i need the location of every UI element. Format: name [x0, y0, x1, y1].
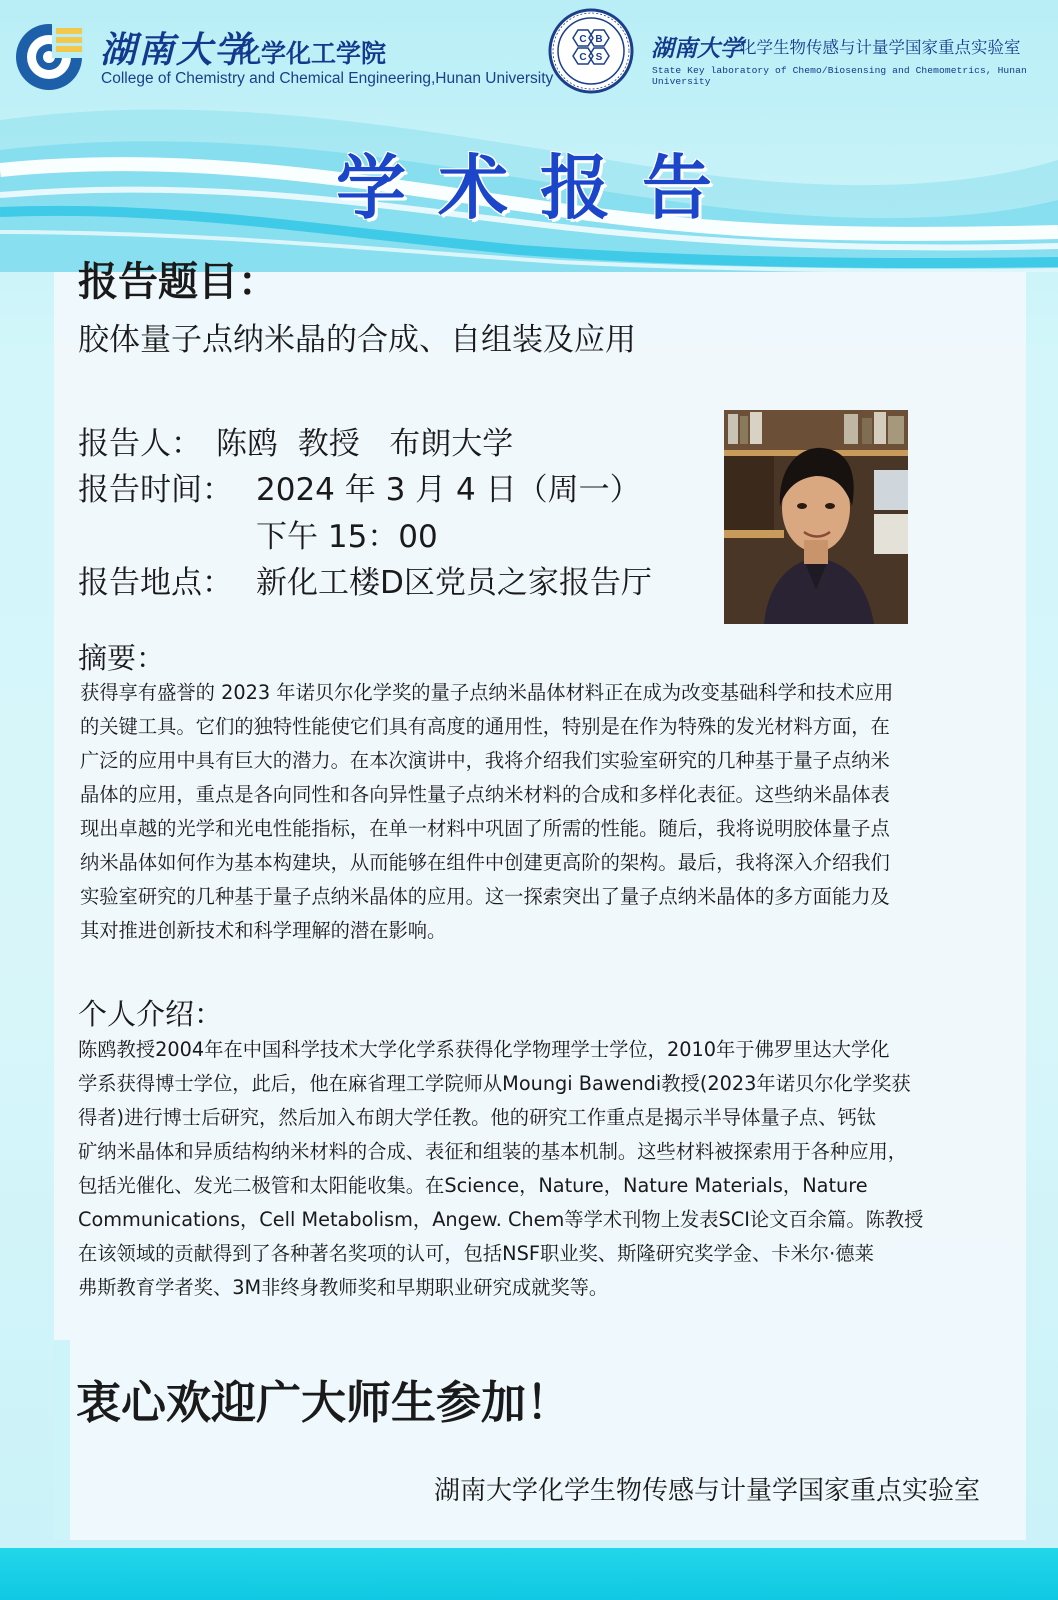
seal-letter-b: B — [595, 34, 603, 45]
bio-heading: 个人介绍： — [78, 997, 224, 1031]
abstract-body — [80, 676, 992, 948]
bio-line: 矿纳米晶体和异质结构纳米材料的合成、表征和组装的基本机制。这些材料被探索用于各种应用， — [78, 1140, 908, 1163]
college-name-cn: 化学化工学院 — [236, 40, 387, 68]
time-label: 报告时间： — [78, 472, 233, 508]
bio-body — [78, 1033, 990, 1305]
welcome-message: 衷心欢迎广大师生参加！ — [76, 1376, 572, 1429]
lab-name-en: State Key laboratory of Chemo/Biosensing and Chemometrics, Hunan University — [652, 65, 1027, 87]
abstract-line: 现出卓越的光学和光电性能指标，在单一材料中巩固了所需的性能。随后，我将说明胶体量子点 — [80, 817, 890, 840]
speaker-value: 陈鸥 教授 布朗大学 — [216, 426, 514, 462]
time-date: 2024 年 3 月 4 日（周一） — [256, 472, 641, 508]
bio-line: 包括光催化、发光二极管和太阳能收集。在Science，Nature，Nature Materials，Nature — [78, 1174, 868, 1197]
speaker-photo — [724, 410, 908, 624]
abstract-heading: 摘要： — [78, 641, 166, 675]
abstract-line: 晶体的应用，重点是各向同性和各向异性量子点纳米材料的合成和多样化表征。这些纳米晶体表 — [80, 783, 890, 806]
place-label: 报告地点： — [78, 565, 233, 601]
bio-line: Communications，Cell Metabolism，Angew. Chem等学术刊物上发表SCI论文百余篇。陈教授 — [78, 1208, 924, 1231]
abstract-line: 其对推进创新技术和科学理解的潜在影响。 — [80, 919, 447, 942]
abstract-line: 实验室研究的几种基于量子点纳米晶体的应用。这一探索突出了量子点纳米晶体的多方面能力及 — [80, 885, 890, 908]
place-value: 新化工楼D区党员之家报告厅 — [256, 565, 652, 601]
panel-edge — [54, 1340, 70, 1540]
time-hour: 下午 15：00 — [256, 519, 438, 555]
college-logo-icon — [14, 22, 84, 92]
seal-letter-s: S — [595, 52, 603, 63]
bio-line: 在该领域的贡献得到了各种著名奖项的认可，包括NSF职业奖、斯隆研究奖学金、卡米尔·德莱 — [78, 1242, 874, 1265]
report-topic: 胶体量子点纳米晶的合成、自组装及应用 — [78, 322, 636, 358]
bottom-band — [0, 1548, 1058, 1600]
speaker-label: 报告人： — [78, 426, 202, 462]
abstract-line: 纳米晶体如何作为基本构建块，从而能够在组件中创建更高阶的架构。最后，我将深入介绍我们 — [80, 851, 890, 874]
abstract-line: 获得享有盛誉的 2023 年诺贝尔化学奖的量子点纳米晶体材料正在成为改变基础科学和技术应用 — [80, 681, 894, 704]
seal-letter-c1: C — [579, 34, 587, 45]
bio-line: 弗斯教育学者奖、3M非终身教师奖和早期职业研究成就奖等。 — [78, 1276, 609, 1299]
topic-label: 报告题目： — [78, 259, 278, 305]
bio-line: 陈鸥教授2004年在中国科学技术大学化学系获得化学物理学士学位，2010年于佛罗里达大学化 — [78, 1038, 890, 1061]
bio-line: 得者)进行博士后研究，然后加入布朗大学任教。他的研究工作重点是揭示半导体量子点、钙钛 — [78, 1106, 877, 1129]
abstract-line: 的关键工具。它们的独特性能使它们具有高度的通用性，特别是在作为特殊的发光材料方面，在 — [80, 715, 890, 738]
bio-line: 学系获得博士学位，此后，他在麻省理工学院师从Moungi Bawendi教授(2023年诺贝尔化学奖获 — [78, 1072, 911, 1095]
page-title: 学术报告 — [336, 147, 744, 229]
college-name-en: College of Chemistry and Chemical Engineering,Hunan University — [101, 70, 554, 87]
seal-letter-c2: C — [579, 52, 587, 63]
abstract-line: 广泛的应用中具有巨大的潜力。在本次演讲中，我将介绍我们实验室研究的几种基于量子点纳米 — [80, 749, 890, 772]
lab-seal-logo — [548, 8, 634, 94]
lab-university-name: 湖南大学 — [651, 35, 743, 62]
university-name: 湖南大学 — [100, 29, 253, 71]
footer-organizer: 湖南大学化学生物传感与计量学国家重点实验室 — [434, 1476, 981, 1506]
lab-name-cn: 化学生物传感与计量学国家重点实验室 — [740, 39, 1021, 57]
